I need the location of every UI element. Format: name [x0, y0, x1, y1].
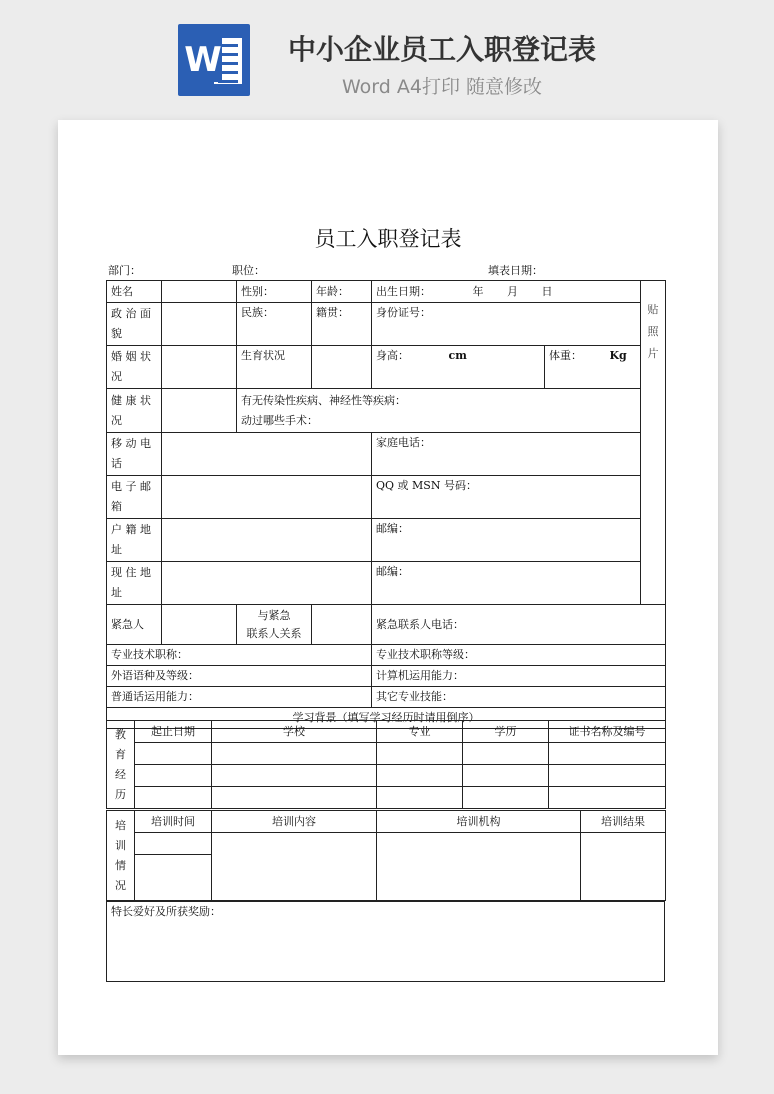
month-label: 月 [507, 284, 518, 298]
education-label: 教 育 经 历 [107, 721, 135, 809]
household-label: 户 籍 地 址 [107, 519, 162, 562]
table-cell[interactable] [581, 833, 666, 901]
page-title: 中小企业员工入职登记表 [287, 33, 596, 66]
document-title: 员工入职登记表 [314, 227, 462, 251]
table-cell[interactable] [135, 855, 212, 901]
edu-col-degree: 学历 [463, 721, 549, 743]
day-label: 日 [541, 284, 553, 298]
table-cell[interactable] [549, 765, 666, 787]
mobile-value[interactable] [162, 433, 372, 476]
emergency-label: 紧急人 [107, 605, 162, 645]
relation-value[interactable] [312, 605, 372, 645]
residence-value[interactable] [162, 562, 372, 605]
photo-label: 贴 照 片 [647, 303, 659, 360]
household-value[interactable] [162, 519, 372, 562]
document-page [58, 120, 718, 1055]
education-table [106, 720, 666, 809]
table-cell[interactable] [377, 787, 463, 809]
language-label[interactable]: 外语语种及等级： [107, 666, 372, 687]
tech-title-label[interactable]: 专业技术职称： [107, 645, 372, 666]
idcard-label: 身份证号： [372, 303, 641, 346]
table-cell[interactable] [463, 743, 549, 765]
name-label: 姓名 [107, 281, 162, 303]
train-col-institution: 培训机构 [377, 811, 581, 833]
postcode1-label: 邮编： [372, 519, 666, 562]
ethnic-label: 民族： [237, 303, 312, 346]
table-cell[interactable] [135, 743, 212, 765]
edu-col-certificate: 证书名称及编号 [549, 721, 666, 743]
home-phone-label: 家庭电话： [372, 433, 641, 476]
kg-unit: Kg [609, 349, 627, 362]
edu-col-school: 学校 [212, 721, 377, 743]
age-label: 年龄： [312, 281, 372, 303]
health-question[interactable]: 有无传染性疾病、神经性等疾病： 动过哪些手术： [237, 389, 641, 433]
mandarin-label[interactable]: 普通话运用能力： [107, 687, 372, 708]
edu-col-major: 专业 [377, 721, 463, 743]
qq-label: QQ 或 MSN 号码： [372, 476, 666, 519]
header [0, 0, 774, 110]
table-cell[interactable] [212, 787, 377, 809]
registration-form [106, 280, 666, 729]
mobile-label: 移 动 电 话 [107, 433, 162, 476]
postcode2-label: 邮编： [372, 562, 666, 605]
table-cell[interactable] [135, 765, 212, 787]
study-background-header: 学习背景（填写学习经历时请用倒序） [107, 708, 666, 729]
hobby-label[interactable]: 特长爱好及所获奖励： [107, 902, 665, 982]
table-cell[interactable] [212, 743, 377, 765]
train-col-content: 培训内容 [212, 811, 377, 833]
table-cell[interactable] [463, 765, 549, 787]
health-value[interactable] [162, 389, 237, 433]
year-label: 年 [472, 284, 484, 298]
politics-value[interactable] [162, 303, 237, 346]
health-label: 健 康 状 况 [107, 389, 162, 433]
weight-label: 体重： [549, 349, 582, 362]
residence-label: 现 住 地 址 [107, 562, 162, 605]
email-label: 电 子 邮 箱 [107, 476, 162, 519]
table-cell[interactable] [377, 743, 463, 765]
height-label: 身高： [376, 349, 409, 362]
politics-label: 政 治 面 貌 [107, 303, 162, 346]
table-cell[interactable] [549, 787, 666, 809]
fertility-label: 生育状况 [237, 346, 312, 389]
table-cell[interactable] [377, 765, 463, 787]
weight-cell[interactable] [545, 346, 641, 389]
dept-label: 部门： [108, 264, 141, 277]
table-cell[interactable] [135, 833, 212, 855]
hobby-table [106, 901, 665, 982]
table-cell[interactable] [212, 765, 377, 787]
fill-date-label: 填表日期： [488, 264, 543, 277]
word-icon [178, 24, 250, 96]
marriage-value[interactable] [162, 346, 237, 389]
table-cell[interactable] [463, 787, 549, 809]
marriage-label: 婚 姻 状 况 [107, 346, 162, 389]
table-cell[interactable] [377, 833, 581, 901]
table-cell[interactable] [135, 787, 212, 809]
edu-col-dates: 起止日期 [135, 721, 212, 743]
relation-label: 与紧急 联系人关系 [237, 605, 312, 645]
table-cell[interactable] [212, 833, 377, 901]
height-cell[interactable] [372, 346, 545, 389]
cm-unit: cm [448, 349, 467, 362]
birth-label: 出生日期： [376, 284, 431, 298]
word-icon-letter: W [184, 40, 222, 80]
computer-label[interactable]: 计算机运用能力： [372, 666, 666, 687]
training-label: 培 训 情 况 [107, 811, 135, 901]
fertility-value[interactable] [312, 346, 372, 389]
train-col-result: 培训结果 [581, 811, 666, 833]
tech-level-label[interactable]: 专业技术职称等级： [372, 645, 666, 666]
name-value[interactable] [162, 281, 237, 303]
position-label: 职位： [232, 264, 265, 277]
train-col-time: 培训时间 [135, 811, 212, 833]
email-value[interactable] [162, 476, 372, 519]
table-cell[interactable] [549, 743, 666, 765]
birth-date-cell[interactable] [372, 281, 641, 303]
gender-label: 性别： [237, 281, 312, 303]
emergency-value[interactable] [162, 605, 237, 645]
native-label: 籍贯： [312, 303, 372, 346]
page-subtitle: Word A4打印 随意修改 [341, 76, 542, 98]
training-table [106, 810, 666, 901]
emergency-phone-label: 紧急联系人电话： [372, 605, 666, 645]
other-skill-label[interactable]: 其它专业技能： [372, 687, 666, 708]
